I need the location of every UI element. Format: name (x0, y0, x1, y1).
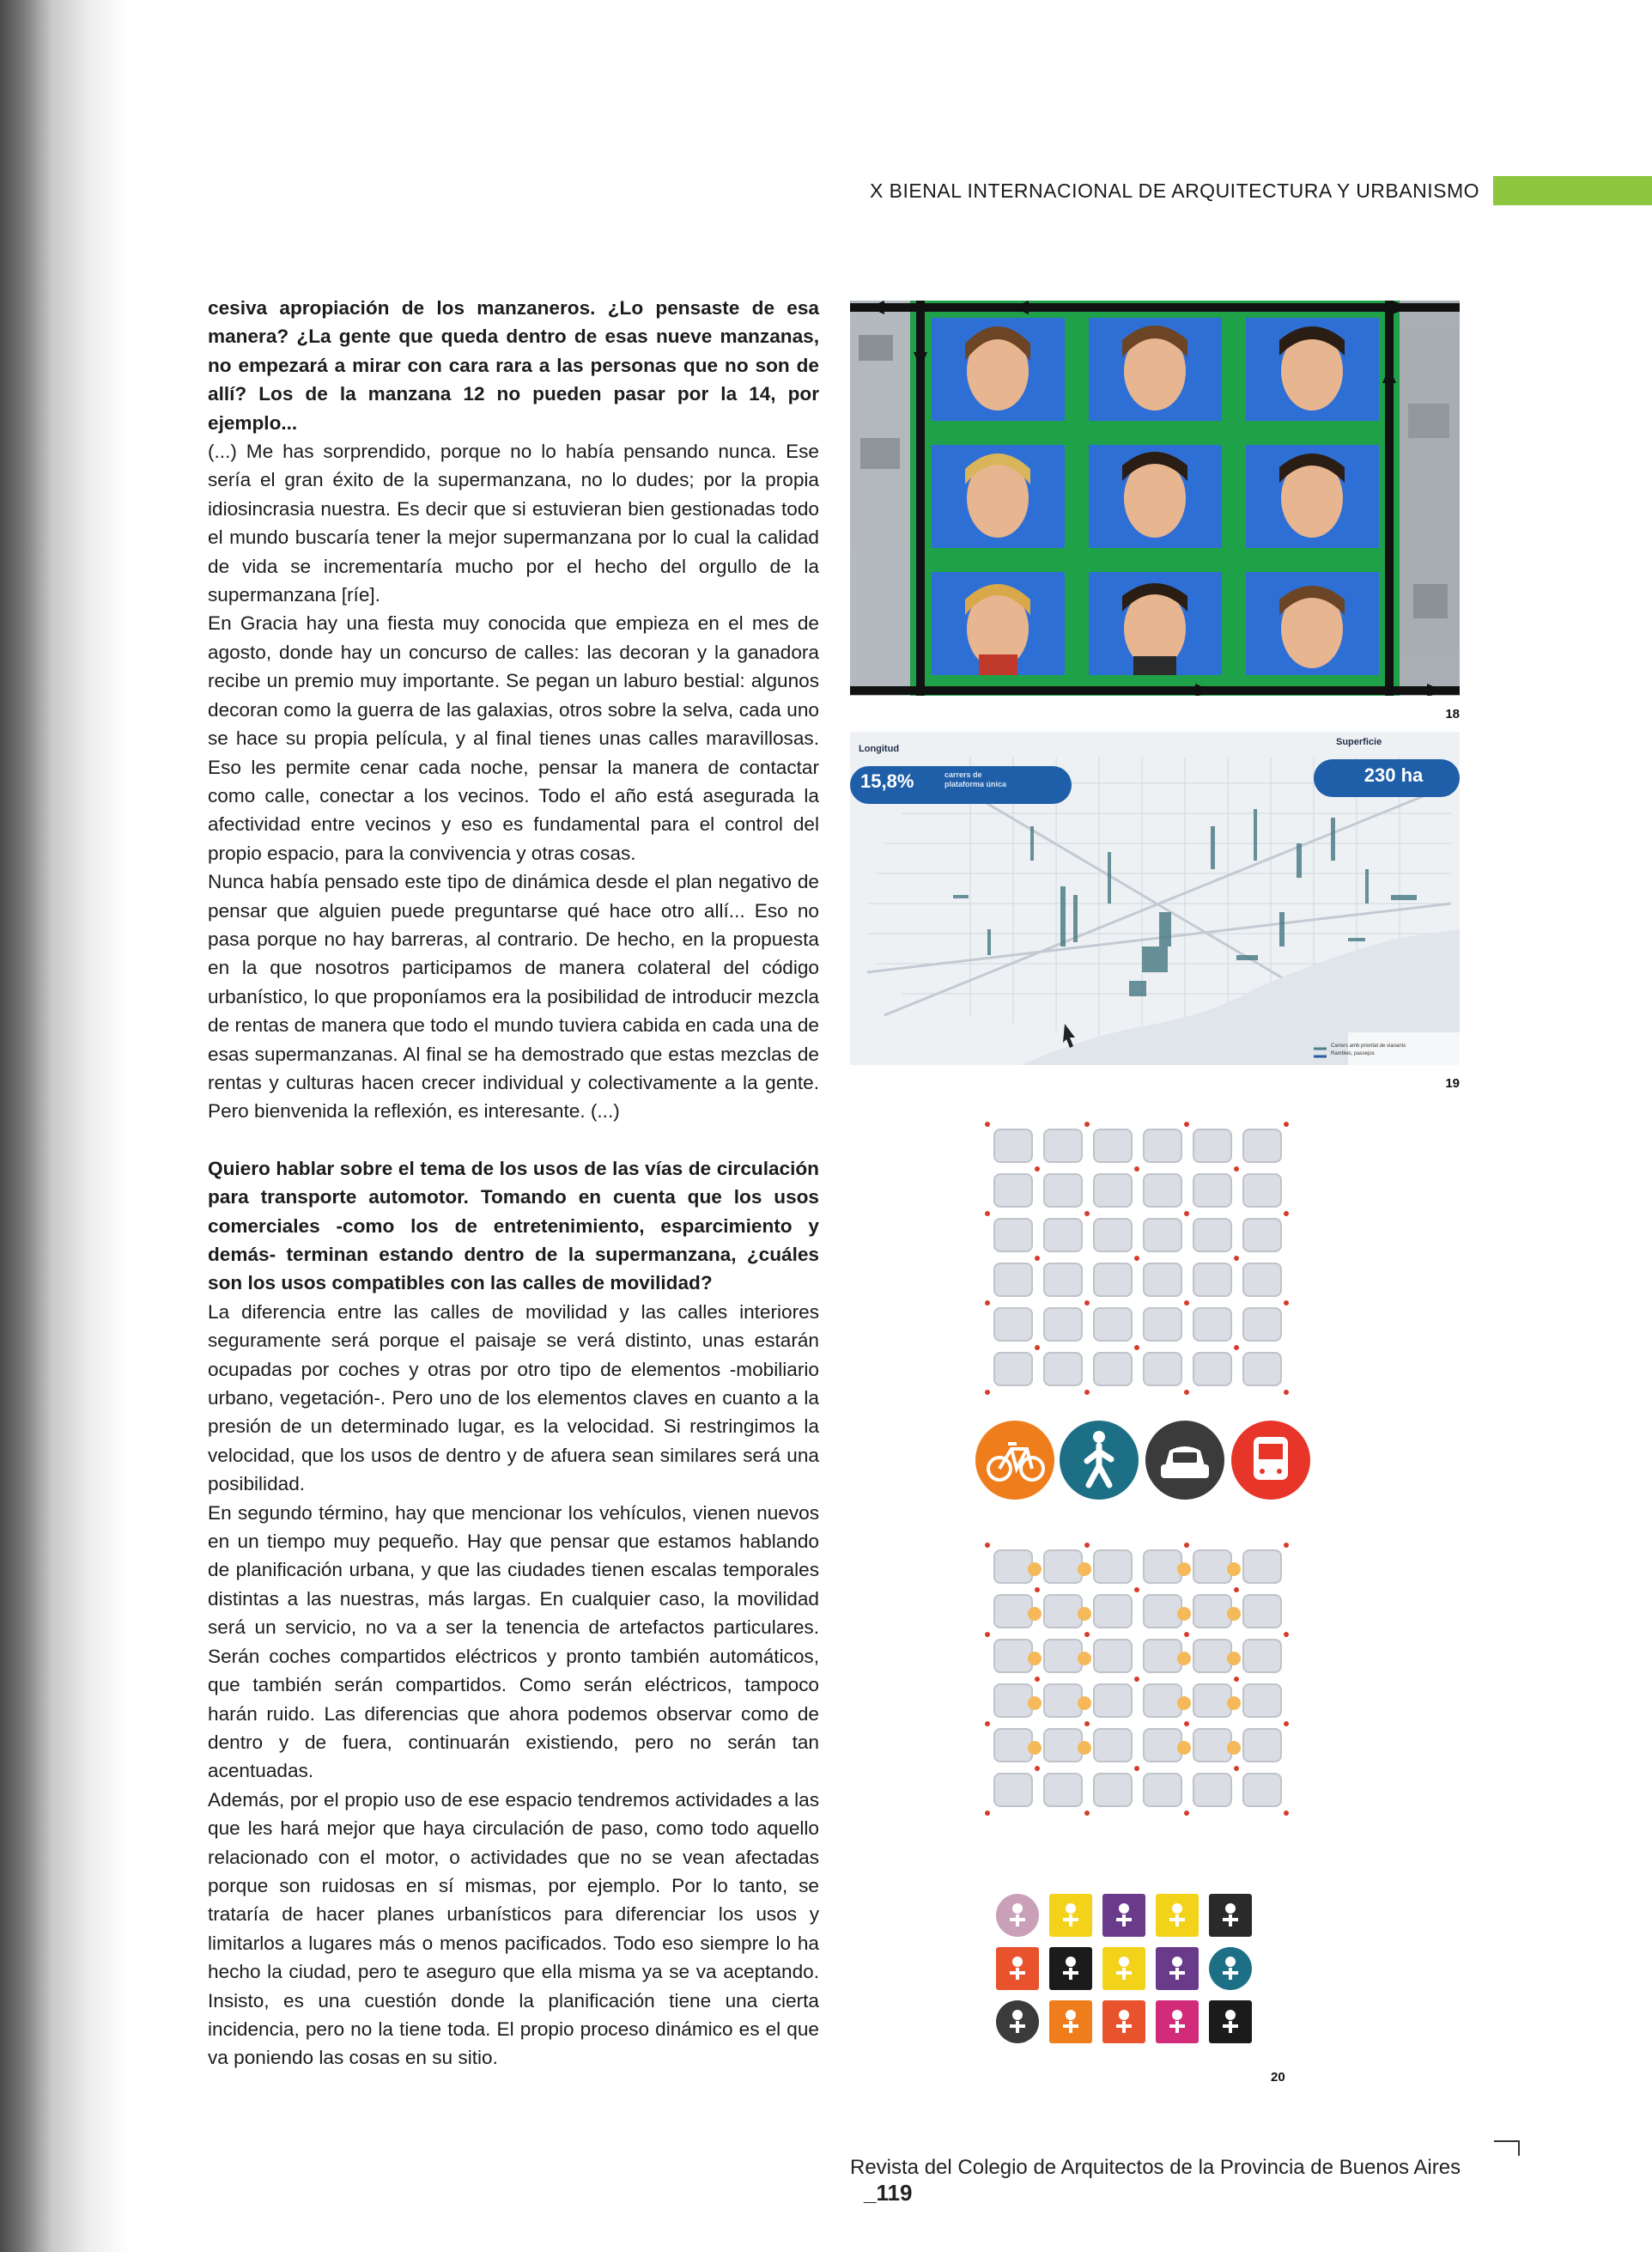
block-square (1094, 1774, 1132, 1806)
block-square (1094, 1550, 1132, 1583)
pictogram-figure-head (1225, 1903, 1236, 1914)
node-dot (1084, 1543, 1090, 1548)
crossing-dot (1028, 1607, 1042, 1621)
node-dot (1035, 1587, 1040, 1592)
node-dot (1184, 1632, 1189, 1637)
node-dot (1234, 1256, 1239, 1261)
block-square (1094, 1729, 1132, 1762)
answer-paragraph: En segundo término, hay que mencionar los vehículos, vienen nuevos en un tiempo muy pequeño. Hay que pensar que estamos hablando de planificación urbana, y que las ciudades tienen escalas temporales distintas a las nuestras, más largas. En cualquier caso, la movilidad será un servicio, no va a ser la tenencia de artefactos particulares. Serán coches compartidos eléctricos y pronto también automáticos, que también serán compartidos. Como serán eléctricos, tampoco harán ruido. Las diferencias que ahora podemos observar como de dentro y de fuera, continuarán existiendo, pero no serán tan acentuadas. (208, 1501, 819, 1782)
node-dot (1234, 1677, 1239, 1682)
figure-19-number: 19 (1445, 1076, 1460, 1091)
node-dot (1035, 1345, 1040, 1350)
node-dot (1084, 1300, 1090, 1306)
fig19-legend-2: Rambles, passejos (1331, 1051, 1375, 1056)
crossing-dot (1177, 1607, 1191, 1621)
block-square (1044, 1774, 1082, 1806)
block-square (1243, 1729, 1281, 1762)
fig19-left-label: Longitud (859, 744, 900, 754)
crossing-dot (1177, 1696, 1191, 1710)
node-dot (985, 1122, 990, 1127)
node-dot (1134, 1677, 1139, 1682)
block-square (1094, 1684, 1132, 1717)
node-dot (1284, 1632, 1289, 1637)
block-square (1094, 1219, 1132, 1251)
crossing-dot (1078, 1696, 1091, 1710)
car-window (1173, 1452, 1197, 1463)
corner-mark (1494, 2140, 1520, 2156)
block-square (994, 1774, 1032, 1806)
block-square (1243, 1353, 1281, 1385)
block-square (1044, 1129, 1082, 1162)
answer-paragraph: En Gracia hay una fiesta muy conocida que empieza en el mes de agosto, donde hay un concurso de calles: las decoran y la ganadora recibe un premio muy importante. Se pegan un laburo bestial: algunos decoran como la guerra de las galaxias, otros sobre la selva, cada uno se hace su propia película, y al final tienes unas calles maravillosas. Eso les permite cenar cada noche, pensar la manera de contactar como calle, conectar a los vecinos. Todo el año está asegurada la afectividad entre vecinos y eso es fundamental para el control del propio espacio, para la convivencia y otras cosas. (208, 612, 819, 864)
block-square (1094, 1174, 1132, 1207)
block-square (1193, 1684, 1231, 1717)
block-square (1193, 1263, 1231, 1296)
block-square (1094, 1129, 1132, 1162)
node-dot (985, 1811, 990, 1816)
figure-20-number: 20 (1271, 2070, 1285, 2085)
node-dot (1184, 1811, 1189, 1816)
pictogram-figure-head (1119, 1957, 1129, 1967)
block-square (1243, 1774, 1281, 1806)
figure-18-number: 18 (1445, 707, 1460, 721)
pictogram-figure-head (1225, 2010, 1236, 2020)
block-square (1144, 1263, 1181, 1296)
node-dot (1234, 1166, 1239, 1172)
node-dot (1084, 1721, 1090, 1726)
block-square (1243, 1129, 1281, 1162)
block-square (1193, 1219, 1231, 1251)
node-dot (1134, 1256, 1139, 1261)
question-paragraph: Quiero hablar sobre el tema de los usos de las vías de circulación para transporte automotor. Tomando en cuenta que los usos comerciales -como los de entretenimiento, esparcimiento y demás- terminan estando dentro de la supermanzana, ¿cuáles son los usos compatibles con las calles de movilidad? (208, 1157, 819, 1294)
block-square (994, 1640, 1032, 1672)
paragraph-spacer (208, 1126, 819, 1154)
pictogram-figure-head (1066, 1957, 1076, 1967)
node-dot (1284, 1122, 1289, 1127)
node-dot (1084, 1211, 1090, 1216)
block-square (1094, 1595, 1132, 1628)
answer-paragraph: (...) Me has sorprendido, porque no lo había pensando nunca. Ese sería el gran éxito de la supermanzana, no lo dudes; por la propia idiosincrasia nuestra. Es decir que si estuvieran bien gestionadas todo el mundo buscaría tener la mejor supermanzana por lo cual la calidad de vida se incrementaría mucho por el hecho del orgullo de la supermanzana [ríe]. (208, 441, 819, 606)
pictogram-figure-head (1119, 2010, 1129, 2020)
crossing-dot (1078, 1562, 1091, 1576)
block-square (1044, 1640, 1082, 1672)
block-square (994, 1174, 1032, 1207)
bus-window (1259, 1444, 1283, 1459)
block-square (994, 1353, 1032, 1385)
figure-20 (970, 1121, 1314, 2091)
node-dot (1234, 1345, 1239, 1350)
node-dot (1184, 1211, 1189, 1216)
crossing-dot (1177, 1741, 1191, 1755)
block-grid-top (985, 1122, 1289, 1395)
bus-light-left (1260, 1469, 1265, 1474)
fig19-legend (1331, 1043, 1406, 1058)
car-body (1161, 1464, 1209, 1478)
node-dot (1134, 1587, 1139, 1592)
pictogram-figure-head (1012, 1903, 1023, 1914)
fig19-right-value: 230 ha (1364, 764, 1424, 786)
block-square (1044, 1684, 1082, 1717)
node-dot (985, 1721, 990, 1726)
block-square (1144, 1353, 1181, 1385)
crossing-dot (1028, 1741, 1042, 1755)
fig19-legend-1: Carrers amb prioritat de vianants (1331, 1044, 1406, 1049)
block-square (1243, 1174, 1281, 1207)
crossing-dot (1227, 1652, 1241, 1665)
block-square (994, 1308, 1032, 1341)
mobility-diagram (970, 1121, 1314, 2091)
node-dot (1134, 1166, 1139, 1172)
node-dot (1284, 1721, 1289, 1726)
block-square (1193, 1174, 1231, 1207)
node-dot (1234, 1587, 1239, 1592)
pictogram-figure-head (1172, 1903, 1182, 1914)
figure-19 (850, 732, 1460, 1091)
bus-light-right (1277, 1469, 1282, 1474)
block-square (1144, 1774, 1181, 1806)
pictogram-figure-head (1012, 2010, 1023, 2020)
block-square (1144, 1308, 1181, 1341)
block-square (1193, 1729, 1231, 1762)
crossing-dot (1227, 1696, 1241, 1710)
pictogram-figure-head (1225, 1957, 1236, 1967)
node-dot (1284, 1543, 1289, 1548)
header-accent-bar (1493, 176, 1652, 205)
page-number: _119 (864, 2180, 913, 2206)
pictogram-figure-head (1172, 2010, 1182, 2020)
block-square (994, 1550, 1032, 1583)
node-dot (985, 1300, 990, 1306)
block-square (1243, 1595, 1281, 1628)
fig19-left-desc (944, 770, 1006, 789)
node-dot (1084, 1811, 1090, 1816)
crossing-dot (1028, 1696, 1042, 1710)
block-square (1243, 1640, 1281, 1672)
block-square (1044, 1219, 1082, 1251)
node-dot (1234, 1766, 1239, 1771)
crossing-dot (1078, 1652, 1091, 1665)
block-square (994, 1129, 1032, 1162)
page-binding-shadow (0, 0, 129, 2252)
block-square (1044, 1308, 1082, 1341)
node-dot (1184, 1122, 1189, 1127)
block-square (1044, 1729, 1082, 1762)
block-square (1094, 1640, 1132, 1672)
block-square (994, 1219, 1032, 1251)
node-dot (1134, 1766, 1139, 1771)
crossing-dot (1078, 1607, 1091, 1621)
node-dot (985, 1211, 990, 1216)
block-square (1144, 1129, 1181, 1162)
node-dot (1284, 1390, 1289, 1395)
supermanzana-portrait-grid (850, 301, 1460, 696)
fig19-left-desc-1: carrers de (944, 770, 982, 779)
node-dot (1035, 1766, 1040, 1771)
node-dot (1084, 1390, 1090, 1395)
block-square (1193, 1550, 1231, 1583)
block-square (1243, 1263, 1281, 1296)
node-dot (1184, 1300, 1189, 1306)
block-square (1144, 1219, 1181, 1251)
block-square (1044, 1263, 1082, 1296)
block-square (1094, 1263, 1132, 1296)
crossing-dot (1177, 1652, 1191, 1665)
answer-paragraph: La diferencia entre las calles de movilidad y las calles interiores seguramente será porque el paisaje se verá distinto, unas estarán ocupadas por coches y otras por otro tipo de elementos -mobiliario urbano, vegetación-. Pero uno de los elementos claves en cuanto a la presión de un determinado lugar, es la velocidad. Si restringimos la velocidad, que los usos de dentro y de afuera sean similares será una posibilidad. (208, 1300, 819, 1495)
answer-paragraph: Además, por el propio uso de ese espacio tendremos actividades a las que les hará mejor que haya circulación de paso, como todo aquello relacionado con el motor, o actividades que no se vean afectadas porque son ruidosas en sí mismas, por ejemplo. Por lo tanto, se trataría de hacer planes urbanísticos para diferenciar los usos y limitarlos a lugares más o menos pacificados. Todo eso siempre lo ha hecho la ciudad, pero te aseguro que ella misma ya se va aceptando. Insisto, es una cuestión donde la planificación tiene una cierta incidencia, pero no la tiene toda. El propio proceso dinámico es el que va poniendo las cosas en su sitio. (208, 1788, 819, 2069)
node-dot (1035, 1677, 1040, 1682)
block-square (1193, 1308, 1231, 1341)
node-dot (1184, 1543, 1189, 1548)
node-dot (985, 1390, 990, 1395)
node-dot (985, 1543, 990, 1548)
block-square (1243, 1550, 1281, 1583)
block-square (1044, 1353, 1082, 1385)
node-dot (1084, 1632, 1090, 1637)
node-dot (1134, 1345, 1139, 1350)
block-square (1144, 1640, 1181, 1672)
block-square (1144, 1729, 1181, 1762)
node-dot (1184, 1721, 1189, 1726)
block-square (1193, 1640, 1231, 1672)
block-square (1193, 1774, 1231, 1806)
block-square (1243, 1308, 1281, 1341)
footer-journal-title: Revista del Colegio de Arquitectos de la Provincia de Buenos Aires (850, 2156, 1461, 2179)
block-square (1144, 1595, 1181, 1628)
pictogram-figure-head (1066, 1903, 1076, 1914)
node-dot (1035, 1256, 1040, 1261)
block-square (994, 1263, 1032, 1296)
block-square (1094, 1353, 1132, 1385)
crossing-dot (1028, 1652, 1042, 1665)
node-dot (1035, 1166, 1040, 1172)
fig19-right-label: Superficie (1336, 737, 1382, 747)
block-square (1144, 1550, 1181, 1583)
pictogram-figure-head (1172, 1957, 1182, 1967)
node-dot (985, 1632, 990, 1637)
pictogram-figure-head (1119, 1903, 1129, 1914)
pictogram-figure-head (1012, 1957, 1023, 1967)
crossing-dot (1028, 1562, 1042, 1576)
block-square (1144, 1684, 1181, 1717)
crossing-dot (1227, 1562, 1241, 1576)
question-paragraph: cesiva apropiación de los manzaneros. ¿Lo pensaste de esa manera? ¿La gente que queda dentro de esas nueve manzanas, no empezará a mirar con cara rara a las personas que no son de allí? Los de la manzana 12 no pueden pasar por la 14, por ejemplo... (208, 297, 819, 434)
block-square (1044, 1550, 1082, 1583)
crossing-dot (1177, 1562, 1191, 1576)
running-header (870, 176, 1652, 205)
article-text-column (208, 294, 819, 2072)
block-square (1044, 1174, 1082, 1207)
crossing-dot (1078, 1741, 1091, 1755)
block-square (994, 1729, 1032, 1762)
fig19-left-desc-2: plataforma única (944, 780, 1007, 788)
header-title: X BIENAL INTERNACIONAL DE ARQUITECTURA Y URBANISMO (869, 179, 1479, 202)
block-square (1193, 1129, 1231, 1162)
crossing-dot (1227, 1741, 1241, 1755)
node-dot (1284, 1211, 1289, 1216)
block-square (1144, 1174, 1181, 1207)
pictogram-figure-head (1066, 2010, 1076, 2020)
block-square (1193, 1595, 1231, 1628)
node-dot (1084, 1122, 1090, 1127)
pedestrian-head (1093, 1431, 1105, 1443)
fig19-left-value: 15,8% (860, 770, 914, 792)
page-footer (850, 2156, 1503, 2206)
block-grid-bottom (985, 1543, 1289, 1816)
block-square (1243, 1219, 1281, 1251)
crossing-dot (1227, 1607, 1241, 1621)
figure-18 (850, 301, 1460, 721)
block-square (1094, 1308, 1132, 1341)
node-dot (1184, 1390, 1189, 1395)
block-square (1243, 1684, 1281, 1717)
node-dot (1284, 1811, 1289, 1816)
block-square (1193, 1353, 1231, 1385)
block-square (1044, 1595, 1082, 1628)
answer-paragraph: Nunca había pensado este tipo de dinámica desde el plan negativo de pensar que alguien puede preguntarse qué hace otro allí... Eso no pasa porque no hay barreras, al contrario. De hecho, en la propuesta en la que nosotros participamos de manera colateral del código urbanístico, lo que proponíamos era la posibilidad de introducir mezcla de rentas de manera que todo el mundo tuviera cabida en cada una de esas supermanzanas. Al final se ha demostrado que estas mezclas de rentas y culturas hacen crecer individual y colectivamente a la gente. Pero bienvenida la reflexión, es interesante. (...) (208, 871, 819, 1123)
node-dot (1284, 1300, 1289, 1306)
block-square (994, 1684, 1032, 1717)
block-square (994, 1595, 1032, 1628)
